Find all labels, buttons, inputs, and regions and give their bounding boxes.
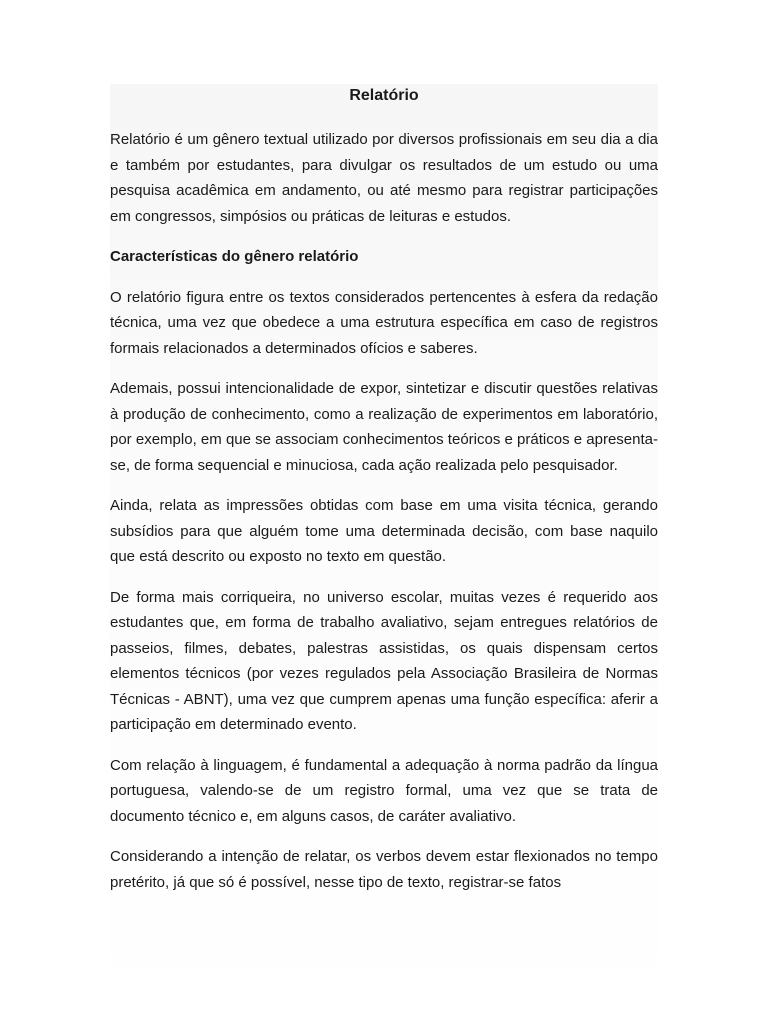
document-content: [110, 84, 658, 895]
paragraph-intentionality: Ademais, possui intencionalidade de expor, sintetizar e discutir questões relativas à produção de conhecimento, como a realização de experimentos em laboratório, por exemplo, em que se associam conhecimentos teóricos e práticos e apresenta-se, de forma sequencial e minuciosa, cada ação realizada pelo pesquisador.: [110, 380, 658, 474]
paragraph-technical-writing: O relatório figura entre os textos considerados pertencentes à esfera da redação técnica, uma vez que obedece a uma estrutura específica em caso de registros formais relacionados a determinados ofícios e saberes.: [110, 288, 658, 357]
paragraph-technical-visit: Ainda, relata as impressões obtidas com base em uma visita técnica, gerando subsídios para que alguém tome uma determinada decisão, com base naquilo que está descrito ou exposto no texto em questão.: [110, 497, 658, 565]
section-heading: Características do gênero relatório: [110, 248, 359, 265]
paragraph-verb-tense: Considerando a intenção de relatar, os verbos devem estar flexionados no tempo pretérito, já que só é possível, nesse tipo de texto, registrar-se fatos: [110, 848, 658, 891]
document-title: Relatório: [349, 87, 419, 104]
paragraph-school-usage: De forma mais corriqueira, no universo escolar, muitas vezes é requerido aos estudantes que, em forma de trabalho avaliativo, sejam entregues relatórios de passeios, filmes, debates, palestras assistidas, os quais dispensam certos elementos técnicos (por vezes regulados pela Associação Brasileira de Normas Técnicas - ABNT), uma vez que cumprem apenas uma função específica: aferir a participação em determinado evento.: [110, 588, 658, 733]
paragraph-intro: Relatório é um gênero textual utilizado por diversos profissionais em seu dia a dia e também por estudantes, para divulgar os resultados de um estudo ou uma pesquisa acadêmica em andamento, ou até mesmo para registrar participações em congressos, simpósios ou práticas de leituras e estudos.: [110, 131, 658, 225]
paragraph-language: Com relação à linguagem, é fundamental a adequação à norma padrão da língua portuguesa, valendo-se de um registro formal, uma vez que se trata de documento técnico e, em alguns casos, de caráter avaliativo.: [110, 756, 658, 825]
